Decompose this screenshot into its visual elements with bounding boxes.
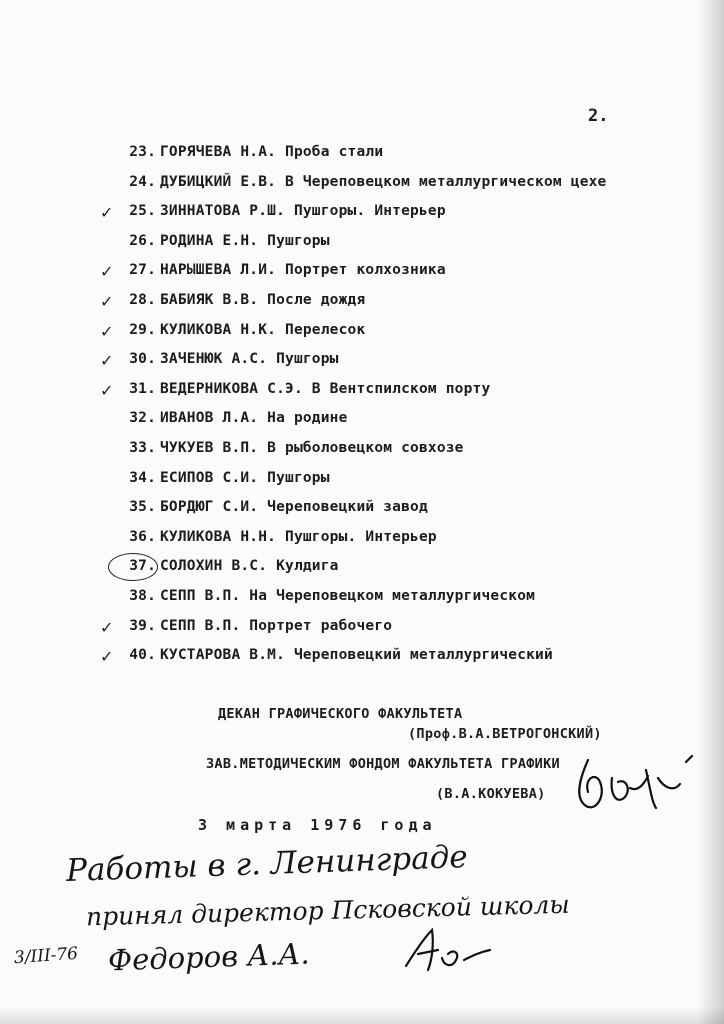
list-item <box>0 525 724 555</box>
entry-number: 33. <box>129 439 156 456</box>
entry-number: 36. <box>129 528 156 545</box>
entry-text: ЧУКУЕВ В.П. В рыболовецком совхозе <box>160 439 464 456</box>
dean-title: ДЕКАН ГРАФИЧЕСКОГО ФАКУЛЬТЕТА <box>218 706 463 722</box>
checkmark-icon: ✓ <box>100 321 114 341</box>
entry-number: 26. <box>129 232 156 249</box>
entry-text: СЕПП В.П. Портрет рабочего <box>160 617 393 634</box>
list-item <box>0 170 724 200</box>
list-item <box>0 229 724 259</box>
document-date: 3 марта 1976 года <box>198 816 437 834</box>
entry-number: 39. <box>129 617 156 634</box>
entry-text: КУСТАРОВА В.М. Череповецкий металлургический <box>160 647 553 664</box>
entry-text: БАБИЯК В.В. После дождя <box>160 291 366 308</box>
entry-number: 24. <box>129 173 156 190</box>
entry-number: 37. <box>116 558 156 574</box>
entry-text: ВЕДЕРНИКОВА С.Э. В Вентспилском порту <box>160 380 491 397</box>
fedorov-signature <box>398 920 508 980</box>
handwritten-line-1: Работы в г. Ленинграде <box>65 839 469 889</box>
entry-number: 40. <box>129 647 156 664</box>
entry-number: 30. <box>129 351 156 368</box>
checkmark-icon: ✓ <box>100 647 114 667</box>
entry-text: БОРДЮГ С.И. Череповецкий завод <box>160 499 428 516</box>
list-item <box>0 584 724 614</box>
entry-number: 31. <box>129 380 156 397</box>
handwritten-line-2: принял директор Псковской школы <box>85 889 571 932</box>
list-item <box>0 140 724 170</box>
list-item <box>0 377 724 407</box>
entry-text: ИВАНОВ Л.А. На родине <box>160 410 348 427</box>
checkmark-icon: ✓ <box>100 291 114 311</box>
entry-text: ЗАЧЕНЮК А.С. Пушгоры <box>160 351 339 368</box>
list-item <box>0 199 724 229</box>
entries-list <box>0 140 724 673</box>
list-item <box>0 554 724 584</box>
list-item <box>0 614 724 644</box>
list-item <box>0 495 724 525</box>
list-item <box>0 347 724 377</box>
kokueva-signature <box>560 748 710 818</box>
entry-number: 27. <box>129 262 156 279</box>
entry-text: ДУБИЦКИЙ Е.В. В Череповецком металлургическом цехе <box>160 173 607 190</box>
entry-number: 34. <box>129 469 156 486</box>
checkmark-icon: ✓ <box>100 203 114 223</box>
entry-text: НАРЫШЕВА Л.И. Портрет колхозника <box>160 262 446 279</box>
list-item <box>0 406 724 436</box>
entry-text: КУЛИКОВА Н.Н. Пушгоры. Интерьер <box>160 528 437 545</box>
handwritten-name: Федоров А.А. <box>107 936 311 978</box>
checkmark-icon: ✓ <box>100 262 114 282</box>
entry-text: ЕСИПОВ С.И. Пушгоры <box>160 469 330 486</box>
list-item <box>0 318 724 348</box>
entry-text: ЗИННАТОВА Р.Ш. Пушгоры. Интерьер <box>160 203 446 220</box>
entry-text: РОДИНА Е.Н. Пушгоры <box>160 232 330 249</box>
entry-text: СЕПП В.П. На Череповецком металлургическом <box>160 587 536 604</box>
entry-number: 32. <box>129 410 156 427</box>
list-item <box>0 643 724 673</box>
handwritten-date: 3/III-76 <box>13 943 79 969</box>
checkmark-icon: ✓ <box>100 351 114 371</box>
list-item <box>0 436 724 466</box>
entry-number: 25. <box>129 203 156 220</box>
list-item <box>0 258 724 288</box>
entry-text: КУЛИКОВА Н.К. Перелесок <box>160 321 366 338</box>
entry-number: 23. <box>129 144 156 160</box>
list-item <box>0 288 724 318</box>
page-edge-shadow-bottom <box>0 1006 724 1024</box>
checkmark-icon: ✓ <box>100 380 114 400</box>
head-title: ЗАВ.МЕТОДИЧЕСКИМ ФОНДОМ ФАКУЛЬТЕТА ГРАФИКИ <box>206 756 560 772</box>
checkmark-icon: ✓ <box>100 617 114 637</box>
entry-number: 29. <box>129 321 156 338</box>
entry-text: ГОРЯЧЕВА Н.А. Проба стали <box>160 144 384 160</box>
entry-number: 28. <box>129 291 156 308</box>
head-name: (В.А.КОКУЕВА) <box>436 786 546 802</box>
dean-name: (Проф.В.А.ВЕТРОГОНСКИЙ) <box>408 726 602 742</box>
entry-text: СОЛОХИН В.С. Кулдига <box>160 558 339 575</box>
list-item <box>0 466 724 496</box>
entry-number: 38. <box>129 587 156 604</box>
entry-number: 35. <box>129 499 156 516</box>
page-number: 2. <box>588 106 609 126</box>
